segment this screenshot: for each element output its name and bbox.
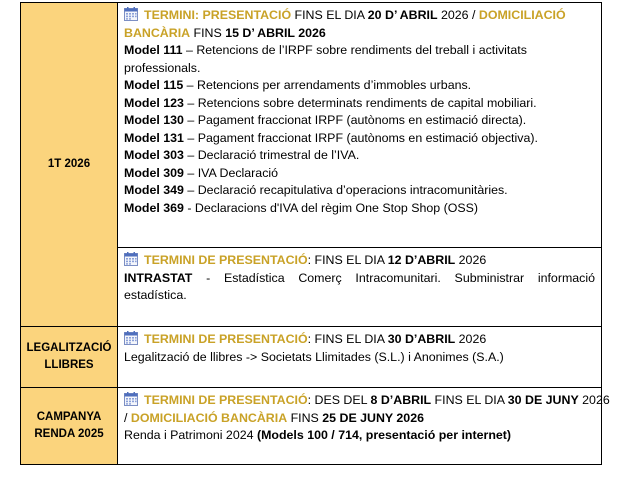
list-item: Model 349 – Declaració recapitulativa d’operacions intracomunitàries.: [124, 183, 508, 197]
deadline-header: TERMINI DE PRESENTACIÓ: FINS EL DIA 30 D’ABRIL 2026: [124, 331, 595, 349]
list-item: Model 115 – Retencions per arrendaments d’immobles urbans.: [124, 78, 472, 92]
calendar-icon: [124, 392, 138, 406]
deadline-body: INTRASTAT - Estadística Comerç Intracomunitari. Subministrar informació estadística.: [124, 270, 595, 302]
list-item: Model 303 – Declaració trimestral de l’IVA.: [124, 148, 360, 162]
row-label: 1T 2026: [21, 3, 118, 327]
deadline-header: TERMINI: PRESENTACIÓ FINS EL DIA 20 D’ ABRIL 2026 / DOMICILIACIÓ: [124, 7, 595, 25]
list-item: Model 369 - Declaracions d'IVA del règim One Stop Shop (OSS): [124, 200, 479, 215]
list-item: Model 130 – Pagament fraccionat IRPF (autònoms en estimació directa).: [124, 113, 527, 127]
row-label: LEGALITZACIÓ LLIBRES: [21, 327, 118, 388]
deadline-cell: [118, 327, 602, 388]
deadline-header: TERMINI DE PRESENTACIÓ: DES DEL 8 D’ABRIL FINS EL DIA 30 DE JUNY 2026: [124, 392, 595, 410]
deadline-header-cont: BANCÀRIA FINS 15 D’ ABRIL 2026: [124, 25, 326, 40]
deadline-cell: [118, 388, 610, 465]
deadline-cell: [118, 248, 602, 327]
list-item: Model 309 – IVA Declaració: [124, 165, 279, 180]
deadlines-table: [20, 2, 610, 465]
list-item: Model 111 – Retencions de l’IRPF sobre rendiments del treball i activitats: [124, 43, 527, 57]
row-label: CAMPANYA RENDA 2025: [21, 388, 118, 465]
table-row: [21, 388, 602, 465]
deadline-body: Renda i Patrimoni 2024 (Models 100 / 714, presentació per internet): [124, 428, 512, 442]
deadline-body: Legalització de llibres -> Societats Llimitades (S.L.) i Anonimes (S.A.): [124, 349, 504, 364]
list-item: Model 131 – Pagament fraccionat IRPF (autònoms en estimació objectiva).: [124, 130, 538, 145]
calendar-icon: [124, 331, 138, 345]
calendar-icon: [124, 252, 138, 266]
list-item-cont: professionals.: [124, 60, 201, 75]
deadline-header: TERMINI DE PRESENTACIÓ: FINS EL DIA 12 D’ABRIL 2026: [124, 252, 595, 270]
calendar-icon: [124, 7, 138, 21]
deadline-cell: [118, 3, 602, 248]
table-row: [21, 3, 602, 248]
deadline-header-cont: / DOMICILIACIÓ BANCÀRIA FINS 25 DE JUNY 2026: [124, 410, 424, 425]
table-row: [21, 327, 602, 388]
list-item: Model 123 – Retencions sobre determinats rendiments de capital mobiliari.: [124, 95, 537, 110]
